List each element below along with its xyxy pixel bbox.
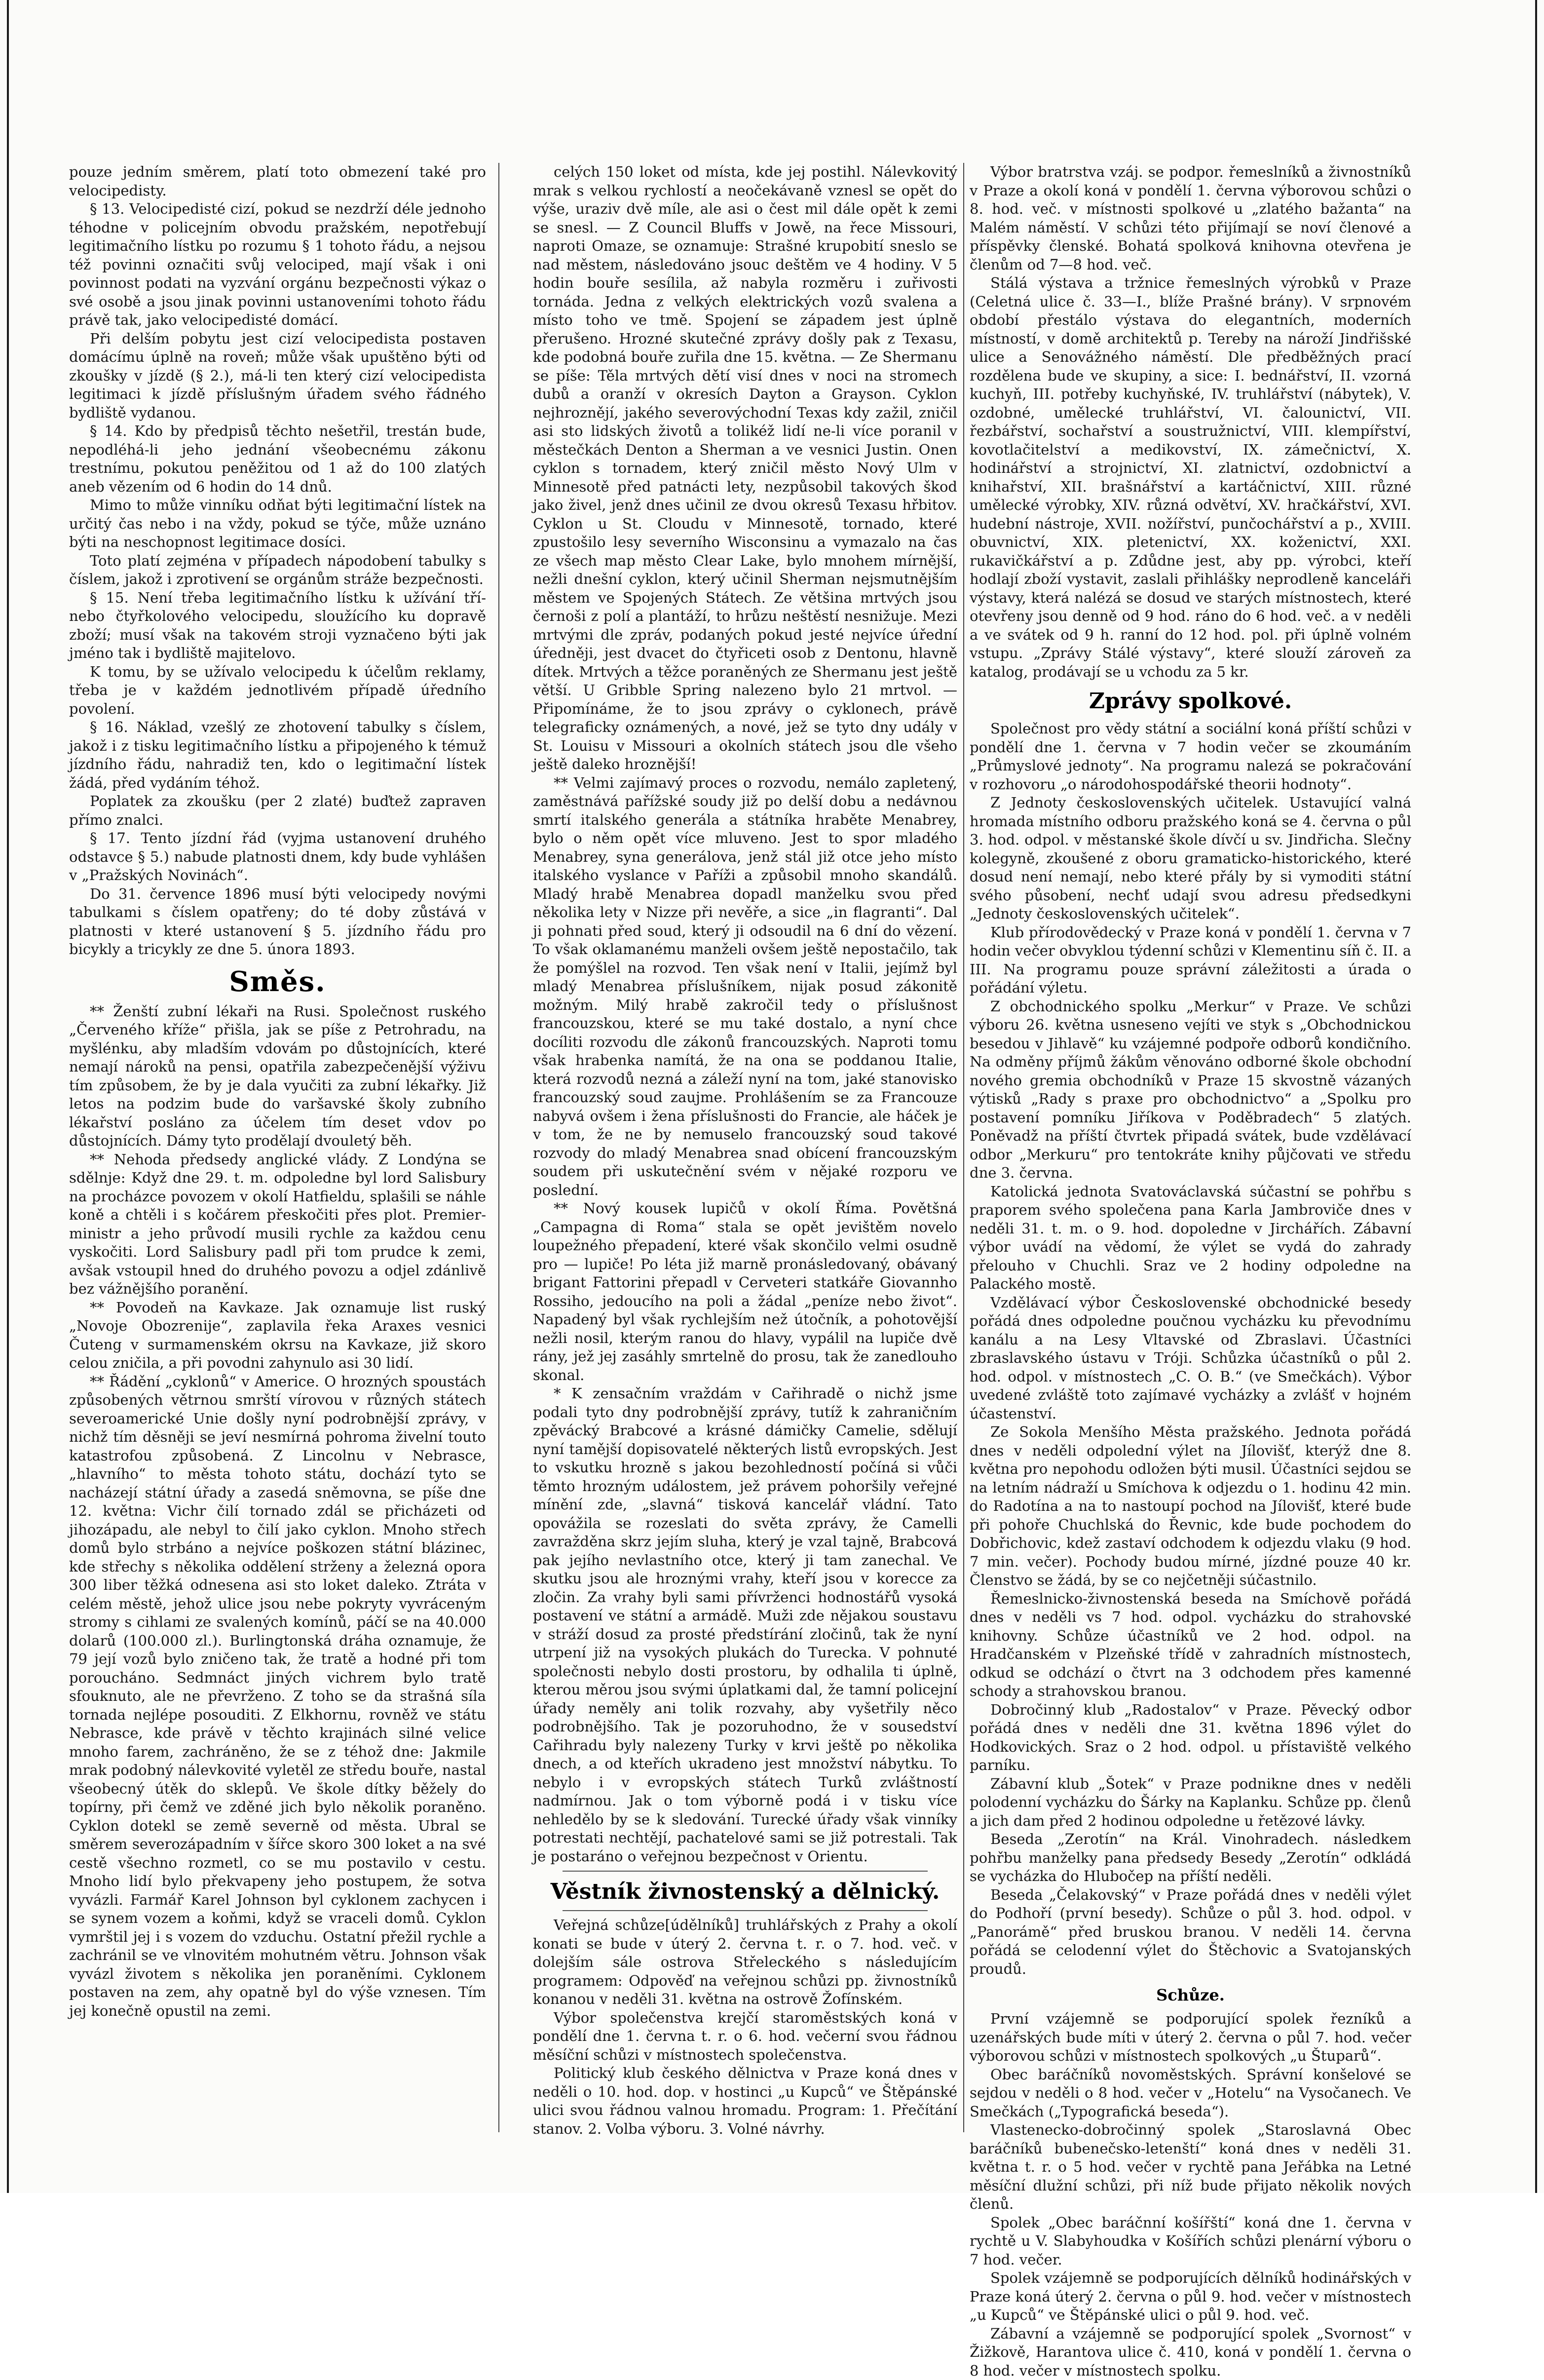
col3-block-2 xyxy=(970,720,1411,1978)
article-paragraph: Beseda „Čelakovský“ v Praze pořádá dnes v neděli výlet do Podhoří (první besedy). Schůze o půl 3. hod. odpol. v „Panorámě“ před bruskou branou. V neděli 14. června pořádá se celodenní výlet do Štěchovic a Svatojanských proudů. xyxy=(970,1886,1411,1979)
article-paragraph: Výbor společenstva krejčí staroměstských koná v pondělí dne 1. června t. r. o 6. hod. večerní svou řádnou měsíční schůzi v místnostech společenstva. xyxy=(533,2009,957,2065)
right-edge-line xyxy=(1535,0,1537,2193)
article-paragraph: * K zensačním vraždám v Cařihradě o nichž jsme podali tyto dny podrobnější zprávy, tutíž k zahraničním zpěvácký Brabcové a krásné dámičky Camelie, sdělují nyní tamější dopisovatelé některých listů evropských. Jest to vskutku hrozně s jakou bezohledností počíná si vůči těmto hrozným událostem, jež právem pohoršily veřejné mínění zde, „slavná“ tisková kancelář vládní. Tato opovážila se rozeslati do světa zprávy, že Camelli zavražděna skrz jejím sluha, který je vzal tajně, Brabcová pak jejího nevlastního otce, který ji tam zanechal. Ve skutku jsou ale hroznými vrahy, kteří jsou v korecce za zločin. Za vrahy byli sami přívrženci hodnostářů vysoká postavení ve státní a armádě. Muži zde nějakou soustavu v stráží dosud za prosté předstírání zločinů, tak že nyní utrpení již na vysokých plukách do Turecka. V pohnuté společnosti nebylo dosti prostoru, by odhalila ti úplně, kterou měrou jsou svými úplatkami dal, že tamní policejní úřady neměly ani tolik rozvahy, aby vyšetřily něco podrobnějšího. Tak je pozoruhodno, že v sousedství Cařihradu byly nalezeny Turky v krvi ještě po několika dnech, a od kteřích ukradeno jest množství nábytku. To nebylo i v evropských státech Turků zvláštností nadmírnou. Jak o tom výborně podá i v tisku více nehledělo by se k sledování. Turecké úřady však vinníky potrestati nechtějí, pachatelové sami se již potrestali. Tak je postaráno o veřejnou bezpečnost v Orientu. xyxy=(533,1384,957,1866)
article-paragraph: Řemeslnicko-živnostenská beseda na Smíchově pořádá dnes v neděli vs 7 hod. odpol. vycházku do strahovské knihovny. Schůze účastníků ve 2 hod. odpol. na Hradčanském v Plzeňské třídě v zahradních místnostech, odkud se odchází o čtvrt na 3 odchodem přes kamenné schody a strahovskou branou. xyxy=(970,1590,1411,1701)
article-paragraph: Z Jednoty československých učitelek. Ustavující valná hromada místního odboru pražského koná se 4. června o půl 3. hod. odpol. v městanské škole dívčí u sv. Jindřicha. Slečny kolegyně, zkoušené z oboru gramaticko-historického, které dosud není nemají, nebo které přály by si vymoditi státní svého působení, nechť udají svou adresu předsedkyni „Jednoty československých učitelek“. xyxy=(970,794,1411,923)
article-paragraph: ** Povodeň na Kavkaze. Jak oznamuje list ruský „Novoje Obozrenije“, zaplavila řeka Araxes vesnici Čuteng v surmamenském okrsu na Kavkaze, již skoro celou zničila, a při povodni zahynulo asi 30 lidí. xyxy=(69,1299,486,1373)
article-paragraph: První vzájemně se podporující spolek řezníků a uzenářských bude míti v úterý 2. června o půl 7. hod. večer výborovou schůzi v místnostech spolkových „u Štuparů“. xyxy=(970,2010,1411,2066)
heading-schuze: Schůze. xyxy=(970,1985,1411,2005)
col3-block-3 xyxy=(970,2010,1411,2380)
article-paragraph: Zábavní a vzájemně se podporující spolek „Svornost“ v Žižkově, Harantova ulice č. 410, koná v pondělí 1. června o 8 hod. večer v místnostech spolku. xyxy=(970,2325,1411,2380)
heading-smes: Směs. xyxy=(69,966,486,998)
article-paragraph: § 16. Náklad, vzešlý ze zhotovení tabulky s číslem, jakož i z tisku legitimačního lístku a připojeného k témuž jízdního řádu, nahradiž ten, kdo o legitimační lístek žádá, před vydáním téhož. xyxy=(69,718,486,792)
column-1 xyxy=(69,163,486,2132)
col1-block-2 xyxy=(69,1002,486,2021)
article-paragraph: Vlastenecko-dobročinný spolek „Staroslavná Obec baráčníků bubenečsko-letenští“ koná dnes v neděli 31. května t. r. o 5 hod. večer v rychtě pana Jeřábka na Letné měsíční dlužní schůzi, při níž bude přijato několik nových členů. xyxy=(970,2121,1411,2214)
article-paragraph: Dobročinný klub „Radostalov“ v Praze. Pěvecký odbor pořádá dnes v neděli dne 31. května 1896 výlet do Hodkovických. Sraz o 2 hod. odpol. u přístaviště velkého parníku. xyxy=(970,1701,1411,1775)
article-paragraph: Spolek vzájemně se podporujících dělníků hodinářských v Praze koná úterý 2. června o půl 9. hod. večer v místnostech „u Kupců“ ve Štěpánské ulici o půl 9. hod. več. xyxy=(970,2269,1411,2325)
article-paragraph: pouze jedním směrem, platí toto obmezení také pro velocipedisty. xyxy=(69,163,486,200)
article-paragraph: Z obchodnického spolku „Merkur“ v Praze. Ve schůzi výboru 26. května usneseno vejíti ve styk s „Obchodnickou besedou v Jihlavě“ ku vzájemné podpoře odborů kondičního. Na odměny příjmů žákům věnováno odborné škole obchodní nového gremia obchodníků v Praze 15 skvostně vázaných výtisků „Rady s praxe pro obchodnictvo“ a „Spolku pro postavení pomníku Jiříkova v Poděbradech“ 5 zlatých. Poněvadž na příští čtvrtek připadá svátek, bude vzdělávací odbor „Merkuru“ pro tentokráte knihy půjčovati ve středu dne 3. června. xyxy=(970,998,1411,1183)
col2-block-1 xyxy=(533,163,957,1866)
article-paragraph: celých 150 loket od místa, kde jej postihl. Nálevkovitý mrak s velkou rychlostí a neočekávaně vznesl se opět do výše, uraziv dvě míle, ale asi o čest mil dále opět k zemi se snesl. — Z Council Bluffs v Jowě, na řece Missouri, naproti Omaze, se oznamuje: Strašné krupobití sneslo se nad městem, následováno jsouc deštěm ve 4 hodiny. V 5 hodin bouře sesílila, až nabyla rozměru i zuřivosti tornáda. Jedna z velkých elektrických vozů svalena a místo toho ve tmě. Spojení se západem jest úplně přerušeno. Hrozné skutečné zprávy došly pak z Texasu, kde podobná bouře zuřila dne 15. května. — Ze Shermanu se píše: Těla mrtvých dětí visí dnes v noci na stromech dubů a oranží v okresích Dayton a Grayson. Cyklon nejhroznějí, jakého severovýchodní Texas kdy zažil, zničil asi sto lidských životů a tolikéž lidí ne-li více poranil v městečkách Denton a Sherman a ve vesnici Justin. Onen cyklon s tornadem, který zničil město Nový Ulm v Minnesotě před patnácti lety, nezpůsobil takových škod jako živel, jenž dnes učinil ze dvou okresů Texasu hřbitov. Cyklon u St. Cloudu v Minnesotě, tornado, které zpustošilo lesy severního Wisconsinu a vymazalo na čas ze všech map město Clear Lake, bylo mnohem mírnější, nežli dnešní cyklon, který učinil Sherman nejsmutnějším městem ve Spojených Státech. Ze většina mrtvých jsou černoši z polí a plantáží, to hrůzu neštěstí nesnižuje. Mezi mrtvými dle zpráv, podaných pokud jesté nejvíce úřední úředněji, jest dvacet do čtyřiceti osob z Dentonu, hlavně dítek. Mrtvých a těžce poraněných ze Shermanu jest ještě větší. U Gribble Spring nalezeno bylo 21 mrtvol. — Připomínáme, že to jsou zprávy o cyklonech, právě telegraficky oznámených, a nové, jež se tyto dny udály v St. Louisu v Missouri a okolních státech jsou dle všeho ještě daleko hroznější! xyxy=(533,163,957,774)
divider xyxy=(563,1910,928,1911)
article-paragraph: Společnost pro vědy státní a sociální koná příští schůzi v pondělí dne 1. června v 7 hodin večer se zkoumáním „Průmyslové jednoty“. Na programu nalezá se pokračování v rozhovoru „o národohospodářské theorii hodnoty“. xyxy=(970,720,1411,794)
article-paragraph: § 13. Velocipedisté cizí, pokud se nezdrží déle jednoho téhodne v policejním obvodu pražském, nepotřebují legitimačního lístku po rozumu § 1 tohoto řádu, a nejsou též povinni označiti svůj velociped, mají však i oni povinnost podati na vyzvání orgánu bezpečnosti výkaz o své osobě a jsou jinak povinni ustanoveními tohoto řádu právě tak, jako velocipedisté domácí. xyxy=(69,200,486,330)
article-paragraph: ** Řádění „cyklonů“ v Americe. O hrozných spoustách způsobených větrnou smrští vírovou v různých státech severoamerické Unie došly nyní podrobnější zprávy, v nichž tím děsněji se jeví nesmírná pohroma živelní touto katastrofou způsobená. Z Lincolnu v Nebrasce, „hlavního“ to města tohoto státu, dochází tyto se nacházejí státní úřady a zasedá sněmovna, se píše dne 12. května: Vichr čilí tornado zdál se přicházeti od jihozápadu, ale nebyl to čilí jako cyklon. Mnoho střech domů bylo strbáno a nejvíce poškozen státní blázinec, kde střechy s několika oddělení strženy a železná opora 300 liber těžká odnesena asi sto loket daleko. Ztráta v celém městě, jehož ulice jsou nebe pokryty vyvráceným stromy s cihlami ze svalených komínů, páčí se na 40.000 dolarů (100.000 zl.). Burlingtonská dráha oznamuje, že 79 její vozů bylo zničeno tak, že tratě a hodné při tom poroucháno. Sedmnáct jiných vichrem bylo tratě sfouknuto, ale ne převrženo. Z toho se da strašná síla tornada nejlépe posouditi. Z Elkhornu, rovněž ve státu Nebrasce, kde právě v těchto krajinách silné velice mnoho farem, zachráněno, že se z téhož dne: Jakmile mrak podobný nálevkovité vyletěl ze středu bouře, nastal všeobecný útěk do sklepů. Ve škole dítky běžely do topírny, při čemž ve zděné jich bylo několik poraněno. Cyklon dotekl se země severně od města. Ubral se směrem severozápadním v šířce skoro 300 loket a na své cestě všechno rozmetl, co se mu postavilo v cestu. Mnoho lidí bylo překvapeny jeho postupem, že sotva vyvázli. Farmář Karel Johnson byl cyklonem zachycen i se synem vozem a koňmi, když se vraceli domů. Cyklon vymrštil jej i s vozem do vzduchu. Ostatní přežil rychle a zachránil se ve vlnovitém mohutném větru. Johnson však vyvázl životem s několika jen poraněními. Cyklonem postaven na zem, ahy opatně byl do výše vznesen. Tím jej konečně opustil na zemi. xyxy=(69,1373,486,2021)
article-paragraph: Ze Sokola Menšího Města pražského. Jednota pořádá dnes v neděli odpolední výlet na Jílovišť, kterýž dne 8. května pro nepohodu odložen býti musil. Účastníci sejdou se na letním nádraží u Smíchova k odjezdu o 1. hodinu 42 min. do Radotína a na to nastoupí pochod na Jílovišť, které bude při pohoře Chuchlská do Řevnic, kde bude pochodem do Dobřichovic, kdež zastaví odchodem k odjezdu vlaku (9 hod. 7 min. večer). Pochody budou mírné, jízdné pouze 40 kr. Členstvo se žádá, by se co nejčetněji súčastnilo. xyxy=(970,1423,1411,1590)
article-paragraph: § 17. Tento jízdní řád (vyjma ustanovení druhého odstavce § 5.) nabude platnosti dnem, kdy bude vyhlášen v „Pražských Novinách“. xyxy=(69,829,486,885)
article-paragraph: Zábavní klub „Šotek“ v Praze podnikne dnes v neděli polodenní vycházku do Šárky na Kaplanku. Schůze pp. členů a jich dam před 2 hodinou odpoledne u řetězové lávky. xyxy=(970,1775,1411,1831)
heading-vestnik: Věstník živnostenský a dělnický. xyxy=(533,1879,957,1905)
column-rule-2 xyxy=(963,163,964,2132)
article-paragraph: Klub přírodovědecký v Praze koná v pondělí 1. června v 7 hodin večer obvyklou týdenní schůzi v Klementinu síň č. II. a III. Na programu pouze správní záležitosti a úrada o pořádání výletu. xyxy=(970,923,1411,998)
column-rule-1 xyxy=(498,163,499,2132)
article-paragraph: Veřejná schůze[údělníků] truhlářských z Prahy a okolí konati se bude v úterý 2. června t. r. o 7. hod. več. v dolejším sále ostrova Střeleckého s následujícím programem: Odpověď na veřejnou schůzi pp. živnostníků konanou v neděli 31. května na ostrově Žofínském. xyxy=(533,1916,957,2009)
col1-block-1 xyxy=(69,163,486,959)
article-paragraph: Mimo to může vinníku odňat býti legitimační lístek na určitý čas nebo i na vždy, pokud se týče, může uznáno býti na neschopnost legitimace dosíci. xyxy=(69,496,486,552)
article-paragraph: ** Velmi zajímavý proces o rozvodu, nemálo zapletený, zaměstnává pařížské soudy již po delší dobu a nedávnou smrtí italského generála a státníka hraběte Menabrey, bylo o něm opět více mluveno. Jest to spor mladého Menabrey, syna generálova, jenž stál již otce jeho místo italského vyslance v Paříži a způsobil mnoho skandálů. Mladý hrabě Menabrea dopadl manželku svou před několika lety v Nizze při nevěře, a sice „in flagranti“. Dal ji pohnati před soud, který ji odsoudil na 6 dní do vězení. To však oklamanému manželi ovšem ještě nepostačilo, tak že pomýšlel na rozvod. Ten však není v Italii, jejímž byl mladý Menabrea příslušníkem, nijak posud zákonitě možným. Milý hrabě zakročil tedy o příslušnost francouzskou, které se mu také dostalo, a nyní chce docíliti rozvodu dle zákonů francouzských. Naproti tomu však hrabenka namítá, že na ona se poddanou Italie, která rozvodů nezná a záleží nyní na tom, jaké stanovisko francouzský soud zaujme. Prohlášením se za Francouze nabyvá ovšem i žena příslušnosti do Francie, ale háček je v tom, že ne by nemuselo francouzský soud takové rozvody do mladý Menabrea snad obícení francouzským soudem při uskutečnění svém v nějaké rozporu ve poslední. xyxy=(533,774,957,1200)
article-paragraph: Beseda „Zerotín“ na Král. Vinohradech. následkem pohřbu manželky pana předsedy Besedy „Zerotín“ odkládá se vycházka do Hlubočep na příští neděli. xyxy=(970,1830,1411,1886)
article-paragraph: § 14. Kdo by předpisů těchto nešetřil, trestán bude, nepodléhá-li jeho jednání všeobecnému zákonu trestnímu, pokutou peněžitou od 1 až do 100 zlatých aneb vězením od 6 hodin do 14 dnů. xyxy=(69,422,486,496)
article-paragraph: Při delším pobytu jest cizí velocipedista postaven domácímu úplně na roveň; může však upuštěno býti od zkoušky v jízdě (§ 2.), má-li ten který cizí velocipedista legitimaci k jízdě příslušným úřadem svého řádného bydliště vydanou. xyxy=(69,330,486,422)
article-paragraph: Katolická jednota Svatováclavská súčastní se pohřbu s praporem svého společena pana Karla Jambroviče dnes v neděli 31. t. m. o 9. hod. dopoledne v Jirchářích. Zábavní výbor uvádí na vědomí, že výlet se vydá do zahrady přelouho v Chuchli. Sraz ve 2 hodiny odpoledne na Palackého mostě. xyxy=(970,1183,1411,1294)
heading-zpravy-spolkove: Zprávy spolkové. xyxy=(970,688,1411,715)
column-2 xyxy=(533,163,957,2132)
article-paragraph: Vzdělávací výbor Československé obchodnické besedy pořádá dnes odpoledne poučnou vycházku ku převodnímu kanálu a na Lesy Vltavské od Zbraslavi. Účastníci zbraslavského ústavu v Tróji. Schůzka účastníků o půl 2. hod. odpol. v místnostech „C. O. B.“ (ve Smečkách). Výbor uvedené zvláště toto zajímavé vycházky a zvlášť v hojném účastenství. xyxy=(970,1294,1411,1423)
column-3 xyxy=(970,163,1411,2132)
article-paragraph: § 15. Není třeba legitimačního lístku k užívání tří- nebo čtyřkolového velocipedu, sloužícího ku dopravě zboží; musí však na takovém stroji vyznačeno býti jak jméno tak i bydliště majitelovo. xyxy=(69,589,486,663)
article-paragraph: Poplatek za zkoušku (per 2 zlaté) buďtež zapraven přímo znalci. xyxy=(69,792,486,829)
col2-block-2 xyxy=(533,1916,957,2138)
article-paragraph: Stálá výstava a tržnice řemeslných výrobků v Praze (Celetná ulice č. 33—I., blíže Prašné brány). V srpnovém období přestálo výstava do elegantních, moderních místností, v domě architektů p. Tereby na nároží Jindřišské ulice a Senovážného náměstí. Dle předběžných prací rozdělena bude ve skupiny, a sice: I. bednářství, II. vzorná kuchyň, III. potřeby kuchyňské, IV. truhlářství (nábytek), V. ozdobné, umělecké truhlářství, VI. čalounictví, VII. řezbářství, sochařství a soustružnictví, VIII. klempířství, kovotlačitelství a medikovství, IX. zámečnictví, X. hodinářství a strojnictví, XI. zlatnictví, ozdobnictví a knihařství, XII. brašnářství a kartáčnictví, XIII. různé umělecké výrobky, XIV. různá odvětví, XV. hračkářství, XVI. hudební nástroje, XVII. nožířství, punčochářství a p., XVIII. obuvnictví, XIX. pletenictví, XX. koženictví, XXI. rukavičkářství a p. Zdůdne jest, aby pp. výrobci, kteří hodlají zboží vystavit, zaslali přihlášky neprodleně kanceláři výstavy, která nalézá se dosud ve starých místnostech, které otevřeny jsou denně od 9 hod. ráno do 6 hod. več. a v neděli a ve svátek od 9 h. ranní do 12 hod. pol. při úplně volném vstupu. „Zprávy Stálé výstavy“, které slouží zároveň za katalog, prodávají se u vchodu za 5 kr. xyxy=(970,274,1411,681)
left-edge-line xyxy=(7,0,9,2193)
article-paragraph: Obec baráčníků novoměstských. Správní konšelové se sejdou v neděli o 8 hod. večer v „Hotelu“ na Vysočanech. Ve Smečkách („Typografická beseda“). xyxy=(970,2066,1411,2121)
article-paragraph: ** Nehoda předsedy anglické vlády. Z Londýna se sdělnje: Když dne 29. t. m. odpoledne byl lord Salisbury na procházce povozem v okolí Hatfieldu, splašili se náhle koně a chtěli i s kočárem přeskočiti přes plot. Premier-ministr a jeho průvodí musili rychle za každou cenu vyskočiti. Lord Salisbury padl při tom prudce k zemi, avšak vstoupil hned do druhého povozu a odjel zdánlivě bez vážnějšího poranění. xyxy=(69,1151,486,1299)
article-paragraph: Do 31. července 1896 musí býti velocipedy novými tabulkami s číslem opatřeny; do té doby zůstává v platnosti v které ustanovení § 5. jízdního řádu pro bicykly a tricykly ze dne 5. února 1893. xyxy=(69,885,486,959)
article-paragraph: Politický klub českého dělnictva v Praze koná dnes v neděli o 10. hod. dop. v hostinci „u Kupců“ ve Štěpánské ulici svou řádnou valnou hromadu. Program: 1. Přečítání stanov. 2. Volba výboru. 3. Volné návrhy. xyxy=(533,2064,957,2138)
article-paragraph: K tomu, by se užívalo velocipedu k účelům reklamy, třeba je v každém jednotlivém případě úředního povolení. xyxy=(69,663,486,719)
article-paragraph: Toto platí zejména v případech nápodobení tabulky s číslem, jakož i zprotivení se orgánům stráže bezpečnosti. xyxy=(69,552,486,589)
article-paragraph: ** Nový kousek lupičů v okolí Říma. Povětšná „Campagna di Roma“ stala se opět jevištěm novelo loupežného přepadení, které však skončilo velmi osudně pro — lupiče! Po léta již marně pronásledovaný, obávaný brigant Fattorini přepadl v Cerveteri statkáře Giovannho Rossiho, jedoucího na poli a žádal „peníze nebo život“. Napadený byl však rychlejším než útočník, a pohotovější nežli nosil, kterým ranou do hlavy, vypálil na lupiče dvě rány, jež jej zasáhly smrtelně do prosu, tak že zanedlouho skonal. xyxy=(533,1199,957,1384)
article-paragraph: Výbor bratrstva vzáj. se podpor. řemeslníků a živnostníků v Praze a okolí koná v pondělí 1. června výborovou schůzi o 8. hod. več. v místnosti spolkové u „zlatého bažanta“ na Malém náměstí. V schůzi této přijímají se noví členové a příspěvky členské. Bohatá spolková knihovna otevřena je členům od 7—8 hod. več. xyxy=(970,163,1411,274)
article-paragraph: Spolek „Obec baráčnní košířští“ koná dne 1. června v rychtě u V. Slabyhoudka v Košířích schůzi plenární výboru o 7 hod. večer. xyxy=(970,2214,1411,2269)
divider xyxy=(563,1871,928,1872)
article-paragraph: ** Ženští zubní lékaři na Rusi. Společnost ruského „Červeného kříže“ přišla, jak se píše z Petrohradu, na myšlénku, aby mladším vdovám po důstojnících, které nemají nároků na pensi, opatřila zabezpečenější výživu tím způsobem, že by je dala vyučiti za zubní lékařky. Již letos na podzim bude do varšavské školy zubního lékařství posláno za účelem tím deset vdov po důstojnících. Dámy tyto prodělají dvouletý běh. xyxy=(69,1002,486,1151)
col3-block-1 xyxy=(970,163,1411,681)
